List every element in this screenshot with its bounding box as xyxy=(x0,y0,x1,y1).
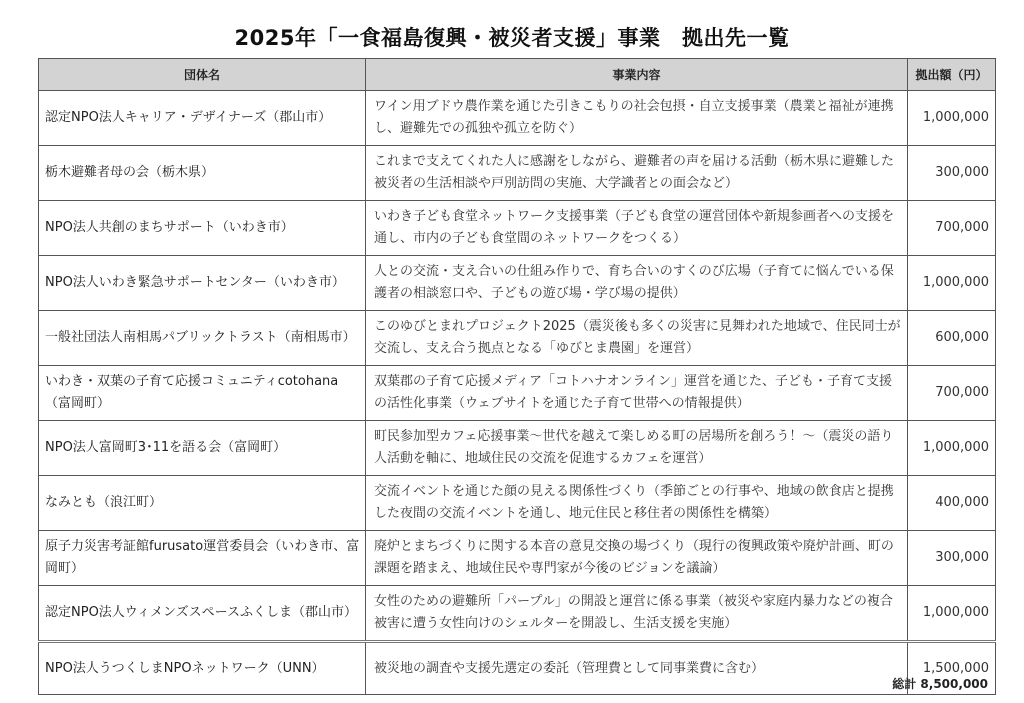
org-name: 認定NPO法人キャリア・デザイナーズ（郡山市） xyxy=(39,91,366,146)
org-name: 栃木避難者母の会（栃木県） xyxy=(39,146,366,201)
table-header-row xyxy=(39,59,996,91)
donation-amount: 1,000,000 xyxy=(908,256,996,311)
table-row xyxy=(39,91,996,146)
project-description: 町民参加型カフェ応援事業～世代を越えて楽しめる町の居場所を創ろう！～（震災の語り人活動を軸に、地域住民の交流を促進するカフェを運営） xyxy=(366,421,908,476)
project-description: 人との交流・支え合いの仕組み作りで、育ち合いのすくのび広場（子育てに悩んでいる保護者の相談窓口や、子どもの遊び場・学び場の提供） xyxy=(366,256,908,311)
donation-amount: 1,000,000 xyxy=(908,421,996,476)
donation-amount: 400,000 xyxy=(908,476,996,531)
org-name: 一般社団法人南相馬パブリックトラスト（南相馬市） xyxy=(39,311,366,366)
project-description: いわき子ども食堂ネットワーク支援事業（子ども食堂の運営団体や新規参画者への支援を通し、市内の子ども食堂間のネットワークをつくる） xyxy=(366,201,908,256)
donation-amount: 600,000 xyxy=(908,311,996,366)
table-row xyxy=(39,586,996,642)
org-name: NPO法人いわき緊急サポートセンター（いわき市） xyxy=(39,256,366,311)
table-row xyxy=(39,421,996,476)
org-name: 原子力災害考証館furusato運営委員会（いわき市、富岡町） xyxy=(39,531,366,586)
donation-amount: 700,000 xyxy=(908,201,996,256)
table-row xyxy=(39,366,996,421)
org-name: なみとも（浪江町） xyxy=(39,476,366,531)
org-name: NPO法人うつくしまNPOネットワーク（UNN） xyxy=(39,642,366,695)
table-row xyxy=(39,531,996,586)
org-name: 認定NPO法人ウィメンズスペースふくしま（郡山市） xyxy=(39,586,366,642)
page-title: 2025年「一食福島復興・被災者支援」事業 拠出先一覧 xyxy=(234,26,790,50)
donation-amount: 300,000 xyxy=(908,531,996,586)
project-description: このゆびとまれプロジェクト2025（震災後も多くの災害に見舞われた地域で、住民同士が交流し、支え合う拠点となる「ゆびとま農園」を運営） xyxy=(366,311,908,366)
table-row xyxy=(39,642,996,695)
donation-amount: 1,500,000 xyxy=(908,642,996,695)
project-description: 女性のための避難所「パープル」の開設と運営に係る事業（被災や家庭内暴力などの複合被害に遭う女性向けのシェルターを開設し、生活支援を実施） xyxy=(366,586,908,642)
project-description: 被災地の調査や支援先選定の委託（管理費として同事業費に含む） xyxy=(366,642,908,695)
org-name: NPO法人富岡町3･11を語る会（富岡町） xyxy=(39,421,366,476)
table-row xyxy=(39,146,996,201)
donation-table xyxy=(38,58,996,695)
table-row xyxy=(39,311,996,366)
table-row xyxy=(39,256,996,311)
donation-amount: 300,000 xyxy=(908,146,996,201)
project-description: 双葉郡の子育て応援メディア「コトハナオンライン」運営を通じた、子ども・子育て支援の活性化事業（ウェブサイトを通じた子育て世帯への情報提供） xyxy=(366,366,908,421)
org-name: いわき・双葉の子育て応援コミュニティcotohana（富岡町） xyxy=(39,366,366,421)
table-row xyxy=(39,476,996,531)
grand-total: 総計 8,500,000 xyxy=(892,677,988,691)
column-header-org: 団体名 xyxy=(39,59,366,91)
column-header-desc: 事業内容 xyxy=(366,59,908,91)
project-description: 交流イベントを通じた顔の見える関係性づくり（季節ごとの行事や、地域の飲食店と提携した夜間の交流イベントを通し、地元住民と移住者の関係性を構築） xyxy=(366,476,908,531)
donation-amount: 700,000 xyxy=(908,366,996,421)
donation-amount: 1,000,000 xyxy=(908,586,996,642)
table-row xyxy=(39,201,996,256)
org-name: NPO法人共創のまちサポート（いわき市） xyxy=(39,201,366,256)
project-description: ワイン用ブドウ農作業を通じた引きこもりの社会包摂・自立支援事業（農業と福祉が連携し、避難先での孤独や孤立を防ぐ） xyxy=(366,91,908,146)
donation-amount: 1,000,000 xyxy=(908,91,996,146)
project-description: これまで支えてくれた人に感謝をしながら、避難者の声を届ける活動（栃木県に避難した被災者の生活相談や戸別訪問の実施、大学識者との面会など） xyxy=(366,146,908,201)
column-header-amount: 拠出額（円） xyxy=(908,59,996,91)
project-description: 廃炉とまちづくりに関する本音の意見交換の場づくり（現行の復興政策や廃炉計画、町の課題を踏まえ、地域住民や専門家が今後のビジョンを議論） xyxy=(366,531,908,586)
